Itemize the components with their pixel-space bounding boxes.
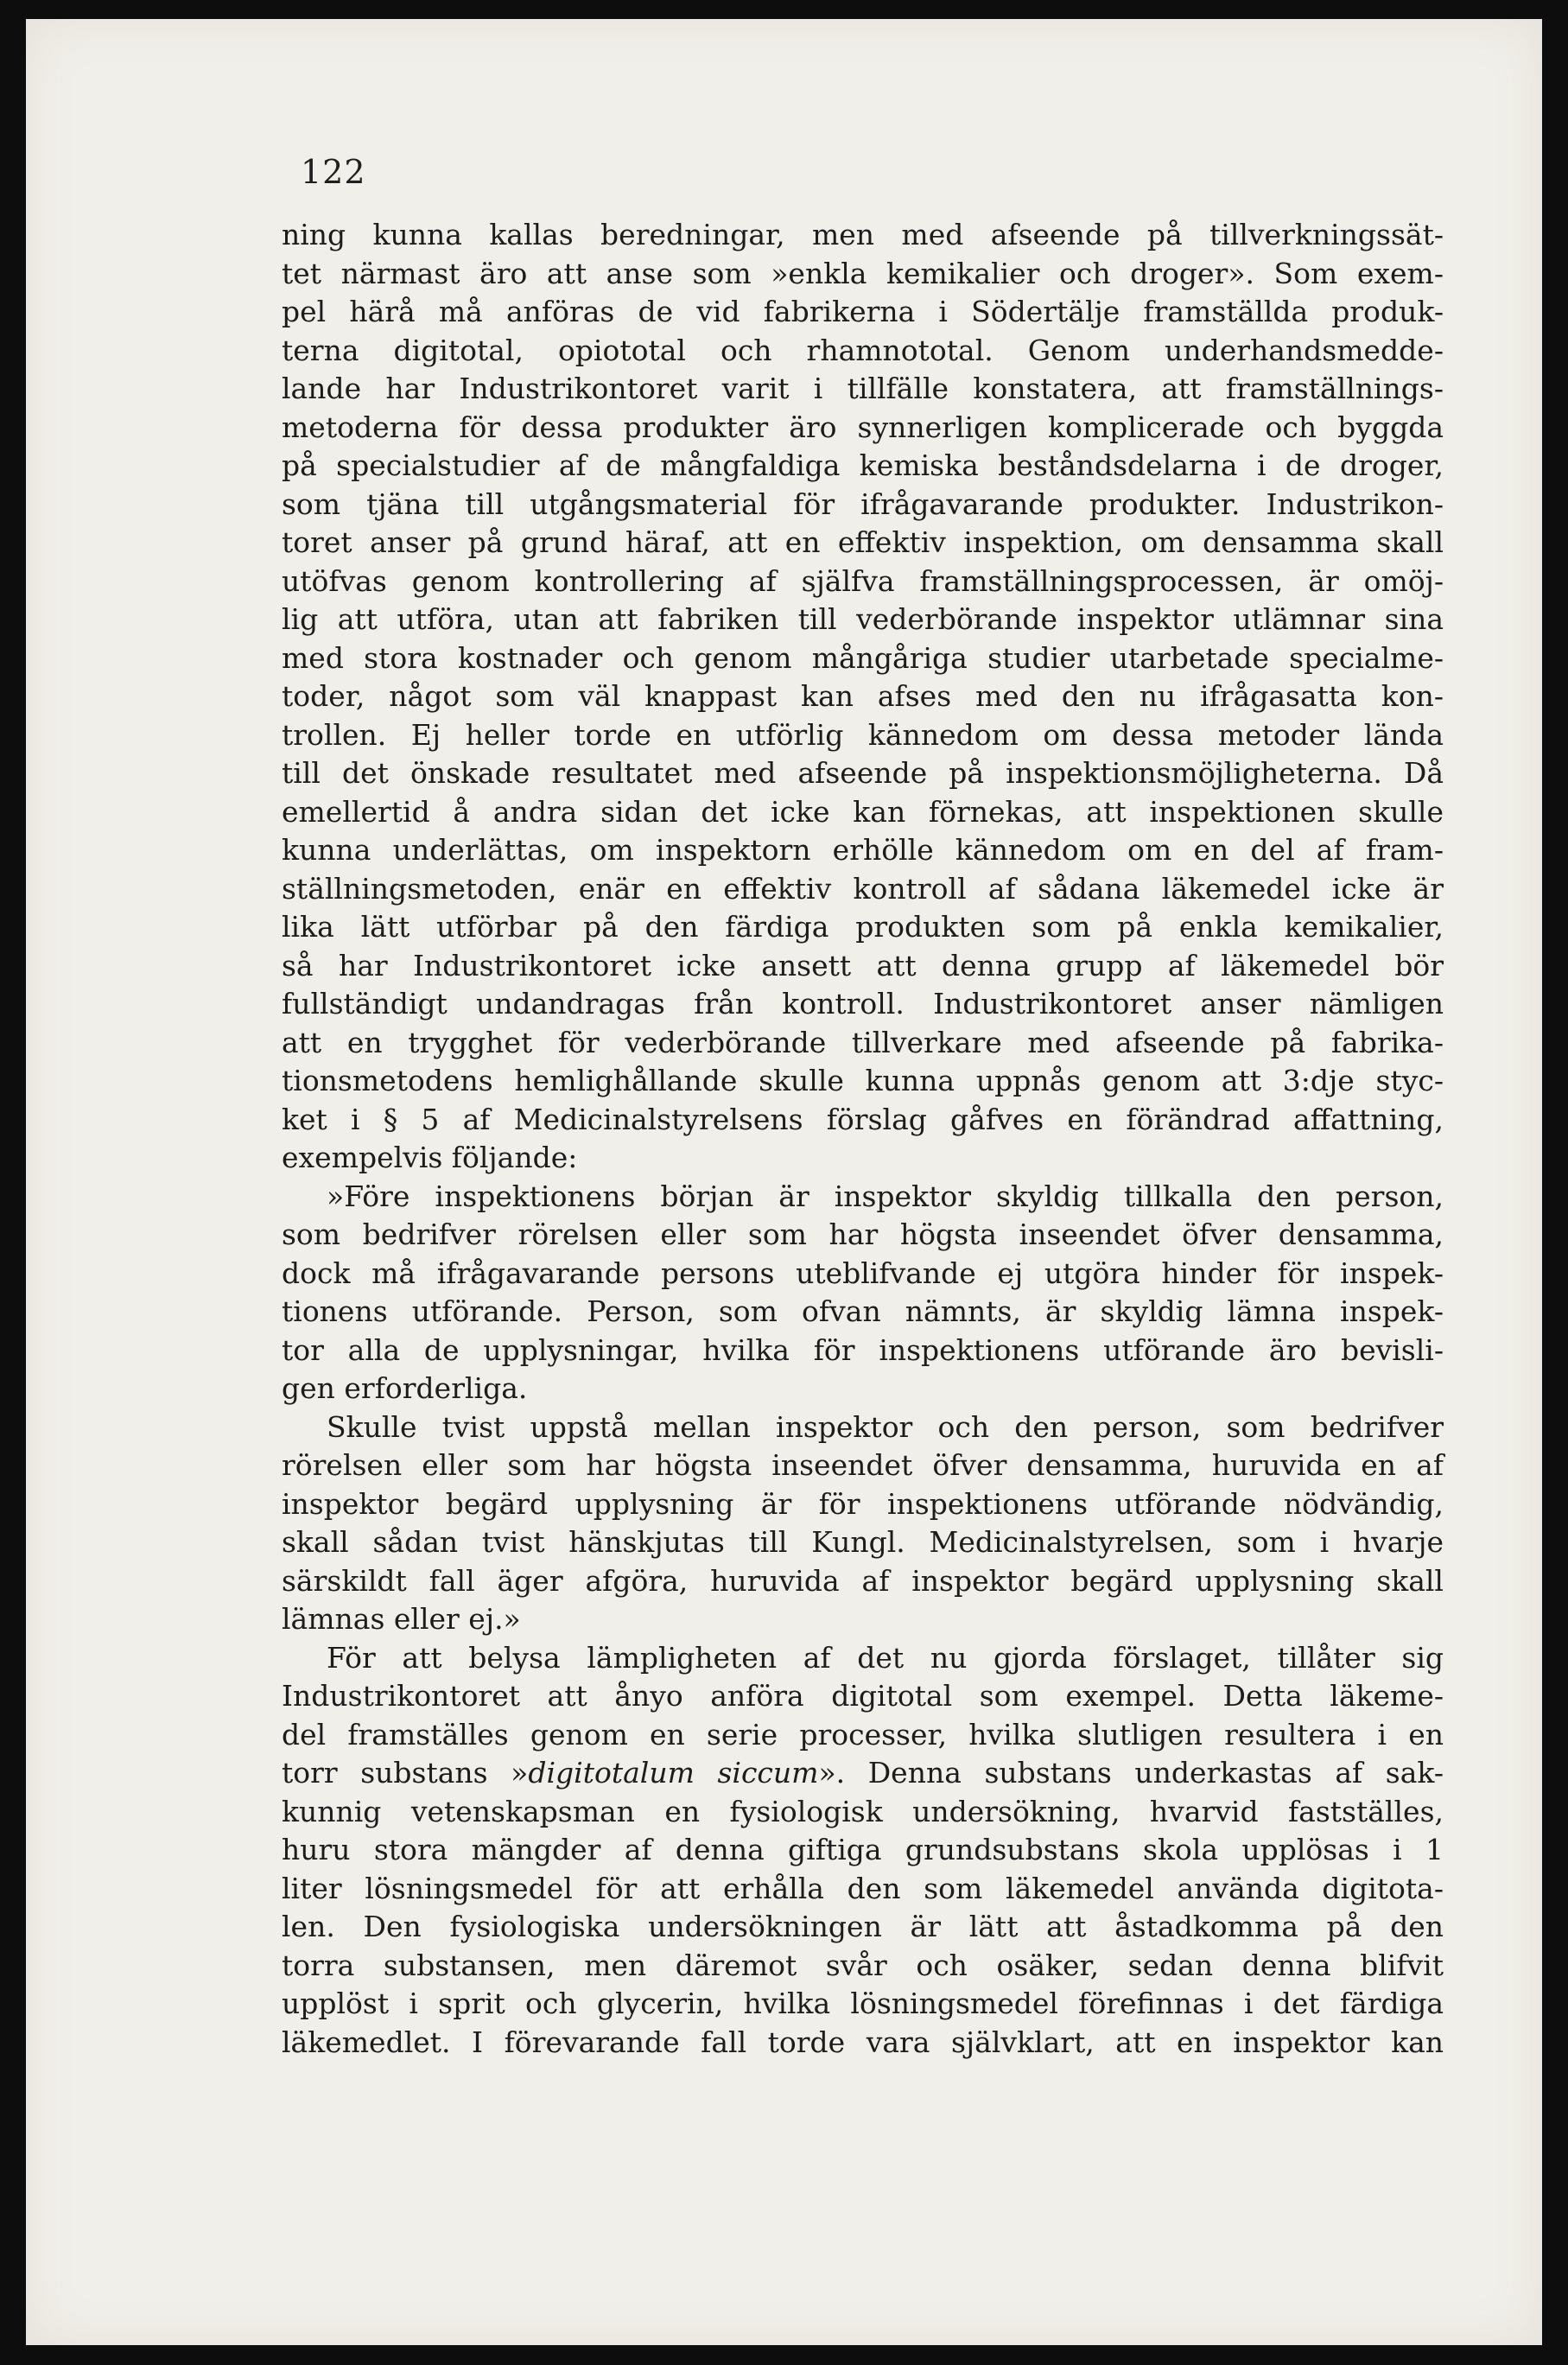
text-line: rörelsen eller som har högsta inseendet öfver densamma, huruvida en af: [282, 1448, 1444, 1482]
text-line: dock må ifrågavarande persons uteblifvande ej utgöra hinder för inspek-: [282, 1256, 1444, 1290]
text-line: metoderna för dessa produkter äro synnerligen komplicerade och byggda: [282, 410, 1444, 444]
text-line: torra substansen, men däremot svår och osäker, sedan denna blifvit: [282, 1948, 1444, 1982]
text-line: skall sådan tvist hänskjutas till Kungl. Medicinalstyrelsen, som i hvarje: [282, 1525, 1444, 1559]
text-line: till det önskade resultatet med afseende på inspektionsmöjligheterna. Då: [282, 756, 1444, 790]
text-line: gen erforderliga.: [282, 1371, 528, 1405]
text-line: inspektor begärd upplysning är för inspektionens utförande nödvändig,: [282, 1486, 1444, 1521]
text-line: ning kunna kallas beredningar, men med afseende på tillverkningssät-: [282, 218, 1444, 251]
text-line: [282, 1754, 1444, 1793]
text-line: lämnas eller ej.»: [282, 1602, 521, 1636]
text-line: utöfvas genom kontrollering af själfva framställningsprocessen, är omöj-: [282, 563, 1444, 598]
text-line: som bedrifver rörelsen eller som har högsta inseendet öfver densamma,: [282, 1217, 1444, 1251]
text-line: Skulle tvist uppstå mellan inspektor och den person, som bedrifver: [327, 1409, 1444, 1444]
text-line: så har Industrikontoret icke ansett att denna grupp af läkemedel bör: [282, 948, 1444, 982]
text-line: pel härå må anföras de vid fabrikerna i Södertälje framställda produk-: [282, 295, 1444, 328]
page-number: 122: [301, 153, 366, 191]
text-line: upplöst i sprit och glycerin, hvilka lösningsmedel förefinnas i det färdiga: [282, 1987, 1444, 2020]
text-line: läkemedlet. I förevarande fall torde vara självklart, att en inspektor kan: [282, 2025, 1444, 2059]
text-line: Industrikontoret att ånyo anföra digitotal som exempel. Detta läkeme-: [282, 1679, 1444, 1713]
text-line: särskildt fall äger afgöra, huruvida af inspektor begärd upplysning skall: [282, 1563, 1444, 1598]
text-line: fullständigt undandragas från kontroll. Industrikontoret anser nämligen: [282, 987, 1444, 1020]
text-line: terna digitotal, opiototal och rhamnototal. Genom underhandsmedde-: [282, 333, 1444, 367]
book-page: [26, 19, 1542, 2345]
text-line: För att belysa lämpligheten af det nu gjorda förslaget, tillåter sig: [327, 1640, 1444, 1675]
text-line: som tjäna till utgångsmaterial för ifrågavarande produkter. Industrikon-: [282, 486, 1444, 521]
text-line: tor alla de upplysningar, hvilka för inspektionens utförande äro bevisli-: [282, 1332, 1444, 1367]
text-line: på specialstudier af de mångfaldiga kemiska beståndsdelarna i de droger,: [282, 448, 1444, 482]
text-segment: ». Denna substans underkastas af sak-: [818, 1756, 1444, 1790]
text-line: emellertid å andra sidan det icke kan förnekas, att inspektionen skulle: [282, 794, 1444, 829]
text-line: del framställes genom en serie processer, hvilka slutligen resultera i en: [282, 1717, 1444, 1751]
text-line: len. Den fysiologiska undersökningen är lätt att åstadkomma på den: [282, 1910, 1444, 1943]
text-line: lande har Industrikontoret varit i tillfälle konstatera, att framställnings-: [282, 372, 1444, 405]
text-line: lika lätt utförbar på den färdiga produkten som på enkla kemikalier,: [282, 910, 1444, 944]
text-line: liter lösningsmedel för att erhålla den som läkemedel använda digitota-: [282, 1871, 1444, 1905]
text-line: »Före inspektionens början är inspektor skyldig tillkalla den person,: [327, 1179, 1444, 1213]
text-line: toder, något som väl knappast kan afses med den nu ifrågasatta kon-: [282, 679, 1444, 713]
text-line: med stora kostnader och genom mångåriga studier utarbetade specialme-: [282, 640, 1444, 675]
text-line: toret anser på grund häraf, att en effektiv inspektion, om densamma skall: [282, 525, 1444, 559]
text-line: tet närmast äro att anse som »enkla kemikalier och droger». Som exem-: [282, 256, 1444, 290]
text-segment: torr substans »: [282, 1756, 529, 1790]
text-line: trollen. Ej heller torde en utförlig kännedom om dessa metoder lända: [282, 717, 1444, 752]
text-line: ställningsmetoden, enär en effektiv kontroll af sådana läkemedel icke är: [282, 871, 1444, 906]
text-line: exempelvis följande:: [282, 1141, 578, 1174]
italic-term: digitotalum siccum: [528, 1756, 819, 1790]
body-text: [282, 216, 1444, 2062]
text-line: lig att utföra, utan att fabriken till vederbörande inspektor utlämnar sina: [282, 602, 1444, 636]
text-line: tionsmetodens hemlighållande skulle kunna uppnås genom att 3:dje styc-: [282, 1064, 1444, 1097]
text-line: att en trygghet för vederbörande tillverkare med afseende på fabrika-: [282, 1025, 1444, 1059]
text-line: tionens utförande. Person, som ofvan nämnts, är skyldig lämna inspek-: [282, 1294, 1444, 1328]
text-line: kunnig vetenskapsman en fysiologisk undersökning, hvarvid fastställes,: [282, 1794, 1444, 1828]
text-line: ket i § 5 af Medicinalstyrelsens förslag gåfves en förändrad affattning,: [282, 1102, 1444, 1136]
text-line: huru stora mängder af denna giftiga grundsubstans skola upplösas i 1: [282, 1833, 1444, 1866]
text-line: kunna underlättas, om inspektorn erhölle kännedom om en del af fram-: [282, 833, 1444, 867]
